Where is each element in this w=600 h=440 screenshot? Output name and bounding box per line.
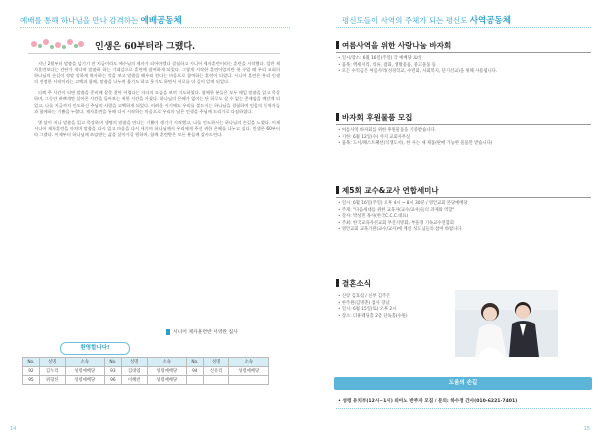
section-title [336, 185, 439, 196]
section-divider [336, 124, 591, 125]
section-list [338, 56, 590, 76]
table-cell: 김대엽 [121, 367, 147, 376]
section-title-text: 바자회 후원물품 모집 [342, 113, 413, 122]
list-item: • 영안교회 교육기관(교수/교사)에 계신 성도님들의 참여 바랍니다. [338, 227, 590, 234]
list-item: • 품목: 액세서리, 의류, 잡화, 생활용품, 중고물품 등 [338, 63, 590, 70]
table-cell: 94 [186, 367, 203, 376]
table-cell: 성령예배당 [147, 367, 186, 376]
list-item: • 일시: 6월 15일(토) 오후 2시 [338, 307, 450, 314]
table-cell: 93 [104, 367, 121, 376]
col-header: No. [186, 358, 203, 367]
header-tagline: 평신도들이 사역의 주체가 되는 평신도 [342, 16, 470, 25]
table-cell [186, 376, 203, 385]
section-title-text: 여름사역을 위한 사랑나눔 바자회 [342, 41, 452, 50]
article-body [34, 62, 280, 144]
section-title-text: 제5회 교수&교사 연합세미나 [342, 186, 439, 195]
col-header: 성명 [121, 358, 147, 367]
section-divider [336, 52, 591, 53]
section-title [336, 40, 451, 51]
flower-ornament-icon [28, 36, 86, 52]
list-item: • 일시/장소: 6월 16일(주일) 각 예배당 로비 [338, 56, 590, 63]
table-cell: 신유리 [203, 367, 229, 376]
col-header: 성명 [39, 358, 65, 367]
section-marker [336, 186, 339, 194]
list-item: • 품목: 도서/패스트패션(식생도서), 한 사는 새 제품(판매 가능한 물품만 받습니다) [338, 141, 590, 148]
section-title [336, 278, 371, 289]
left-page-header [20, 14, 182, 26]
section-list [338, 128, 590, 148]
list-item: • 한주원(김명춘) 집사 장남 [338, 301, 450, 308]
header-category: 사역공동체 [469, 16, 511, 26]
list-item: • 신랑 김효섭 / 신부 김주은 [338, 294, 450, 301]
list-item: • 일시: 6월 16일(주일) 오후 4시 ~ 8시 30분 / 영안교회 본당예배당 [338, 201, 590, 208]
article-paragraph: 몇 달이 지나 말씀을 읽고 묵상하며 생명의 말씀을 만나는 기쁨이 생기기 시작했고, 나를 인도하시는 하나님의 손길을 느꼈다. 이제 시니어 제자훈련을 마치며 말씀을 다시 읽고 마음을 다시 새기며 하나님께서 우리에게 주신 귀한 은혜를 나누고 싶다. 인생은 60부터라 그랬다. 이제부터 하나님께 쓰임받는 삶을 살아가길 원하며, 함께 훈련받은 모든 분들께 감사드린다. [34, 120, 280, 138]
col-header: No. [104, 358, 121, 367]
list-item: • 주제: "다음세대를 위한 교육자(교수/교사)들의 과제와 역할" [338, 208, 590, 215]
right-page-header [342, 14, 511, 26]
header-tagline: 예배를 통해 하나님을 만나 감격하는 [20, 16, 141, 25]
page-number: 15 [583, 426, 590, 432]
col-header: 소속 [65, 358, 104, 367]
wedding-photo [455, 290, 558, 357]
list-item: • 장소: 더휴웨딩홀 2층 단독홀(수원) [338, 314, 450, 321]
table-cell [229, 376, 269, 385]
table-cell: 성령예배당 [65, 376, 104, 385]
section-marker [336, 41, 339, 49]
col-header: 성명 [203, 358, 229, 367]
col-header: 소속 [229, 358, 269, 367]
article-signature: 시니어 제자훈련반 서영완 집사 [173, 330, 238, 335]
col-header: 소속 [147, 358, 186, 367]
article-paragraph: 지난 2월부터 말씀을 넘기기 전 지금이라도 예수님의 제자가 되어야겠다 결심하고 시니어 제자훈련이라는 훈련을 시작했다. 일반 제자훈련보다는 간단가 적다며 말씀하 하는 기대감으로 훈련에 참여하게 되었다. 그렇게 시작한 훈련이었지만 첫 수업 때 우리 교회의 하나님의 손길이 정말 강하게 역사하는 것을 보고 말씀을 배우러 간다는 마음으로 참여하는 훈련이 되었다. 시니어 훈련은 우리 인생의 진정한 시작이라는 고백과 함께, 말씀을 나누며 울기도 하고 웃기도 하면서 서로를 더 깊이 알게 되었다. [34, 62, 280, 86]
article-paragraph: 되찍 주 시간이 되면 말씀을 준비해 잘못 찾아 어렵다는 자녀의 모습을 보며 기도하였다. 함께한 분들은 모두 매일 말씀을 읽고 묵상하며, 그동안 바쁘게만 살아온 시간을 돌아보는 귀한 시간을 가졌다. 하나님의 은혜가 없이는 단 하루도 살 수 없는 존재임을 깨닫게 되었고, 나를 지금까지 인도하신 주님의 사랑을 고백하게 되었다. 어려운 시기에도 우리를 붙드시는 하나님을 경험하며 믿음의 동역자들과 함께하는 기쁨을 누렸다. 제자훈련을 통해 다시 시작하는 마음으로 우리의 남은 인생을 주님께 드리기로 다짐하였다. [34, 91, 280, 115]
help-text: • 성령 유치부(12시~1시) 피아노 반주자 모집 / 문의: 하수정 간사(010-6221-7401) [338, 399, 518, 404]
section-divider [336, 197, 591, 198]
article-title: 인생은 60부터라 그랬다. [95, 42, 196, 52]
list-item: • 여름사역 바자회를 위한 후원물품을 기증받습니다. [338, 128, 590, 135]
welcome-table [22, 357, 269, 385]
table-cell: 성령예배당 [65, 367, 104, 376]
help-divider [336, 408, 591, 409]
table-header-row [23, 358, 269, 367]
right-page [300, 0, 600, 440]
table-cell: 성령예배당 [229, 367, 269, 376]
section-marker [336, 113, 339, 121]
section-title-text: 결혼소식 [342, 279, 371, 288]
table-row [23, 376, 269, 385]
help-title: 도움의 손길 [334, 377, 592, 390]
welcome-title: 환영합니다! [60, 342, 130, 355]
header-divider [336, 27, 591, 28]
list-item: • 주최: 한국교육자선교회 부산지방회, 부울경 기독교수연합회 [338, 221, 590, 228]
page-number: 14 [10, 426, 17, 432]
table-row [23, 367, 269, 376]
table-cell [203, 376, 229, 385]
title-divider [28, 53, 280, 54]
signature-marker [166, 329, 170, 335]
section-marker [336, 279, 339, 287]
table-cell: 성령예배당 [147, 376, 186, 385]
header-divider [20, 27, 290, 28]
table-cell: 95 [23, 376, 40, 385]
list-item: • 기한: 6월 12일(수) 까지 교회사무실 [338, 135, 590, 142]
table-cell: 92 [23, 367, 40, 376]
table-cell: 김누리 [39, 367, 65, 376]
section-list [338, 294, 450, 320]
table-cell: 위형선 [39, 376, 65, 385]
list-item: • 강사: 박성민 목사(한국C.C.C.대표) [338, 214, 590, 221]
table-cell: 96 [104, 376, 121, 385]
list-item: • 모든 수익금은 여름사역(성경학교, 수련회, 사회복지, 단기선교)을 위해 사용됩니다. [338, 69, 590, 76]
section-title [336, 112, 412, 123]
section-list [338, 201, 590, 234]
col-header: No. [23, 358, 40, 367]
table-cell: 이혜련 [121, 376, 147, 385]
header-category: 예배공동체 [140, 16, 182, 26]
